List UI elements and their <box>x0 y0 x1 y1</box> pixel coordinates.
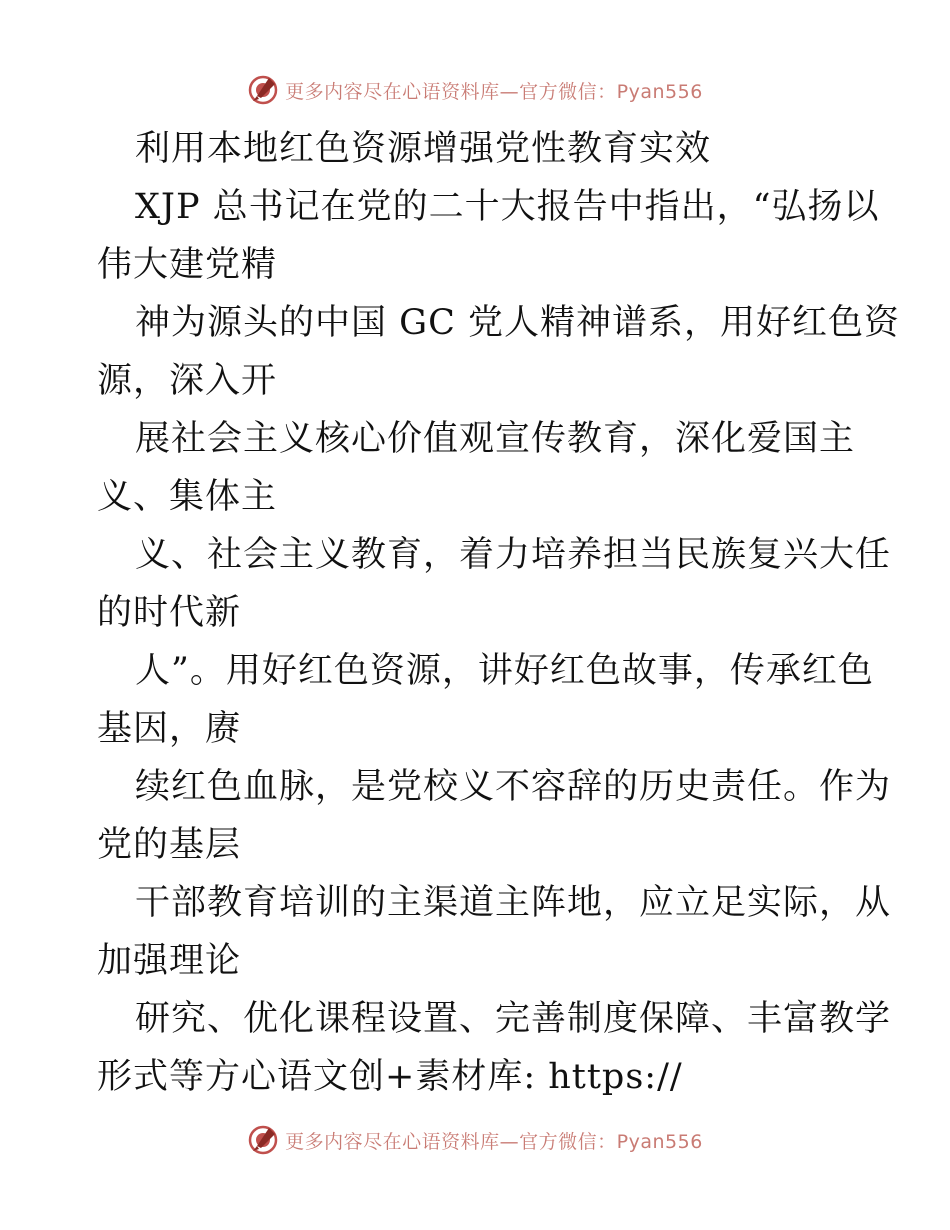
text-line: 人”。用好红色资源，讲好红色故事，传承红色 <box>135 651 874 691</box>
text-line: 研究、优化课程设置、完善制度保障、丰富教学 <box>135 999 892 1039</box>
text-line: 展社会主义核心价值观宣传教育，深化爱国主 <box>135 419 856 459</box>
text-line: 干部教育培训的主渠道主阵地，应立足实际，从 <box>135 883 892 923</box>
text-line: 源，深入开 <box>97 361 278 401</box>
text-line: 党的基层 <box>97 825 242 865</box>
quill-seal-icon <box>247 1124 279 1156</box>
text-line: XJP 总书记在党的二十大报告中指出，“弘扬以 <box>135 187 880 227</box>
text-line: 续红色血脉，是党校义不容辞的历史责任。作为 <box>135 767 892 807</box>
text-line: 基因，赓 <box>97 709 242 749</box>
document-body <box>97 120 900 1106</box>
footer-watermark <box>0 1120 950 1160</box>
text-line: 神为源头的中国 GC 党人精神谱系，用好红色资 <box>135 303 900 343</box>
text-line: 加强理论 <box>97 941 242 981</box>
quill-seal-icon <box>247 74 279 106</box>
header-watermark <box>0 70 950 110</box>
text-line: 利用本地红色资源增强党性教育实效 <box>135 129 712 169</box>
watermark-text: 更多内容尽在心语资料库—官方微信：Pyan556 <box>285 1130 703 1153</box>
text-line: 形式等方心语文创+素材库: https:// <box>97 1057 683 1097</box>
text-line: 义、社会主义教育，着力培养担当民族复兴大任 <box>135 535 892 575</box>
text-line: 的时代新 <box>97 593 242 633</box>
text-line: 伟大建党精 <box>97 245 278 285</box>
text-line: 义、集体主 <box>97 477 278 517</box>
watermark-text: 更多内容尽在心语资料库—官方微信：Pyan556 <box>285 80 703 103</box>
